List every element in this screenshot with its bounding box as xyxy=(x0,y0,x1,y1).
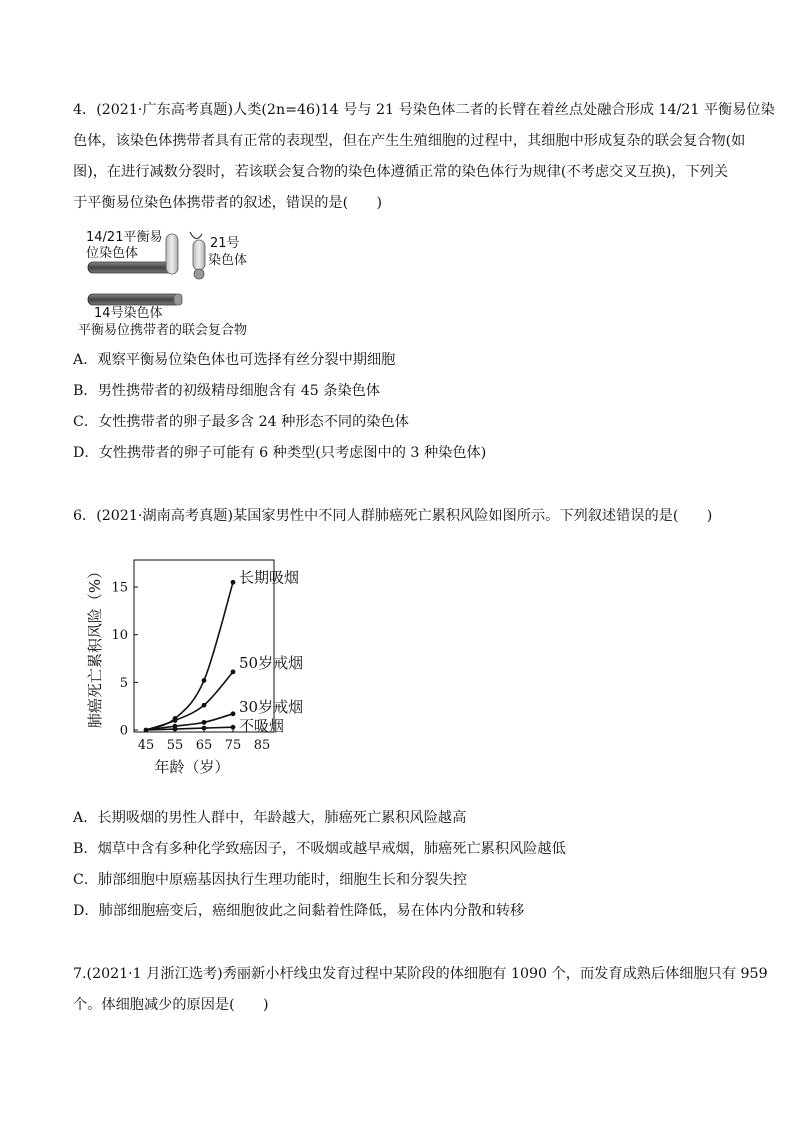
q4-stem-line-4: 于平衡易位染色体携带者的叙述，错误的是( ) xyxy=(73,195,383,211)
translocation-chromosome-segment xyxy=(166,234,178,274)
q4-option-b: B．男性携带者的初级精母细胞含有 45 条染色体 xyxy=(73,383,381,399)
q4-option-c: C．女性携带者的卵子最多含 24 种形态不同的染色体 xyxy=(73,414,409,430)
q6-stem: 6．(2021·湖南高考真题)某国家男性中不同人群肺癌死亡累积风险如图所示。下列叙述错误的是( ) xyxy=(73,508,713,524)
series-line-0 xyxy=(146,582,233,730)
series-3-point-1 xyxy=(173,727,178,732)
series-label-3: 不吸烟 xyxy=(239,717,285,736)
translocation-chromosome-long-arm xyxy=(88,262,172,273)
chromosome-21-arms xyxy=(190,232,202,239)
label-chromosome-21-line1: 21号 xyxy=(210,236,240,251)
lung-cancer-risk-chart xyxy=(80,555,320,795)
chromosome-14 xyxy=(88,294,180,305)
label-chromosome-14: 14号染色体 xyxy=(94,306,163,321)
series-label-2: 30岁戒烟 xyxy=(239,697,304,716)
series-3-point-2 xyxy=(202,726,207,731)
series-2-point-3 xyxy=(231,711,236,716)
x-tick-label-1: 55 xyxy=(166,738,184,753)
series-1-point-1 xyxy=(173,718,178,723)
chromosome-21 xyxy=(193,240,205,270)
q6-option-a: A．长期吸烟的男性人群中，年龄越大，肺癌死亡累积风险越高 xyxy=(73,810,467,826)
chromosome-21-satellite xyxy=(194,269,204,279)
chromosome-figure xyxy=(78,226,308,346)
y-axis-label: 肺癌死亡累积风险（%） xyxy=(86,563,104,729)
origin-point xyxy=(144,728,149,733)
series-label-1: 50岁戒烟 xyxy=(239,653,304,672)
series-2-point-2 xyxy=(202,720,207,725)
q7-stem-line-1: 7.(2021·1 月浙江选考)秀丽新小杆线虫发育过程中某阶段的体细胞有 1090 个，而发育成熟后体细胞只有 959 xyxy=(73,966,768,982)
x-tick-label-2: 65 xyxy=(195,738,213,753)
y-tick-label-1: 5 xyxy=(119,675,128,691)
x-tick-label-3: 75 xyxy=(224,738,242,753)
q4-stem-line-2: 色体，该染色体携带者具有正常的表现型，但在产生生殖细胞的过程中，其细胞中形成复杂的联会复合物(如 xyxy=(73,133,746,149)
label-translocation-line2: 位染色体 xyxy=(86,246,139,261)
series-1-point-2 xyxy=(202,703,207,708)
label-translocation-line1: 14/21平衡易 xyxy=(86,230,163,245)
q7-stem-line-2: 个。体细胞减少的原因是( ) xyxy=(73,997,269,1013)
x-tick-label-4: 85 xyxy=(253,738,271,753)
label-chromosome-21-line2: 染色体 xyxy=(208,253,248,268)
x-tick-label-0: 45 xyxy=(137,738,155,753)
q6-option-b: B．烟草中含有多种化学致癌因子，不吸烟或越早戒烟，肺癌死亡累积风险越低 xyxy=(73,841,566,857)
q6-option-d: D．肺部细胞癌变后，癌细胞彼此之间黏着性降低，易在体内分散和转移 xyxy=(73,903,525,919)
x-axis-label: 年龄（岁） xyxy=(154,758,230,776)
figure-caption: 平衡易位携带者的联会复合物 xyxy=(78,323,248,338)
y-tick-label-0: 0 xyxy=(119,723,128,739)
chart-svg xyxy=(80,555,320,795)
q4-option-a: A．观察平衡易位染色体也可选择有丝分裂中期细胞 xyxy=(73,352,396,368)
chromosome-14-tip xyxy=(174,294,182,305)
y-tick-label-3: 15 xyxy=(111,580,128,596)
series-1-point-3 xyxy=(231,669,236,674)
q4-stem-line-3: 图)，在进行减数分裂时，若该联会复合物的染色体遵循正常的染色体行为规律(不考虑交叉互换)，下列关 xyxy=(73,164,729,180)
q6-option-c: C．肺部细胞中原癌基因执行生理功能时，细胞生长和分裂失控 xyxy=(73,872,467,888)
q4-option-d: D．女性携带者的卵子可能有 6 种类型(只考虑图中的 3 种染色体) xyxy=(73,445,487,461)
series-0-point-3 xyxy=(231,580,236,585)
y-tick-label-2: 10 xyxy=(111,628,128,644)
series-0-point-2 xyxy=(202,678,207,683)
series-label-0: 长期吸烟 xyxy=(239,568,300,587)
q4-stem-line-1: 4．(2021·广东高考真题)人类(2n=46)14 号与 21 号染色体二者的长臂在着丝点处融合形成 14/21 平衡易位染 xyxy=(73,102,775,118)
series-3-point-3 xyxy=(231,725,236,730)
series-line-1 xyxy=(146,672,233,730)
